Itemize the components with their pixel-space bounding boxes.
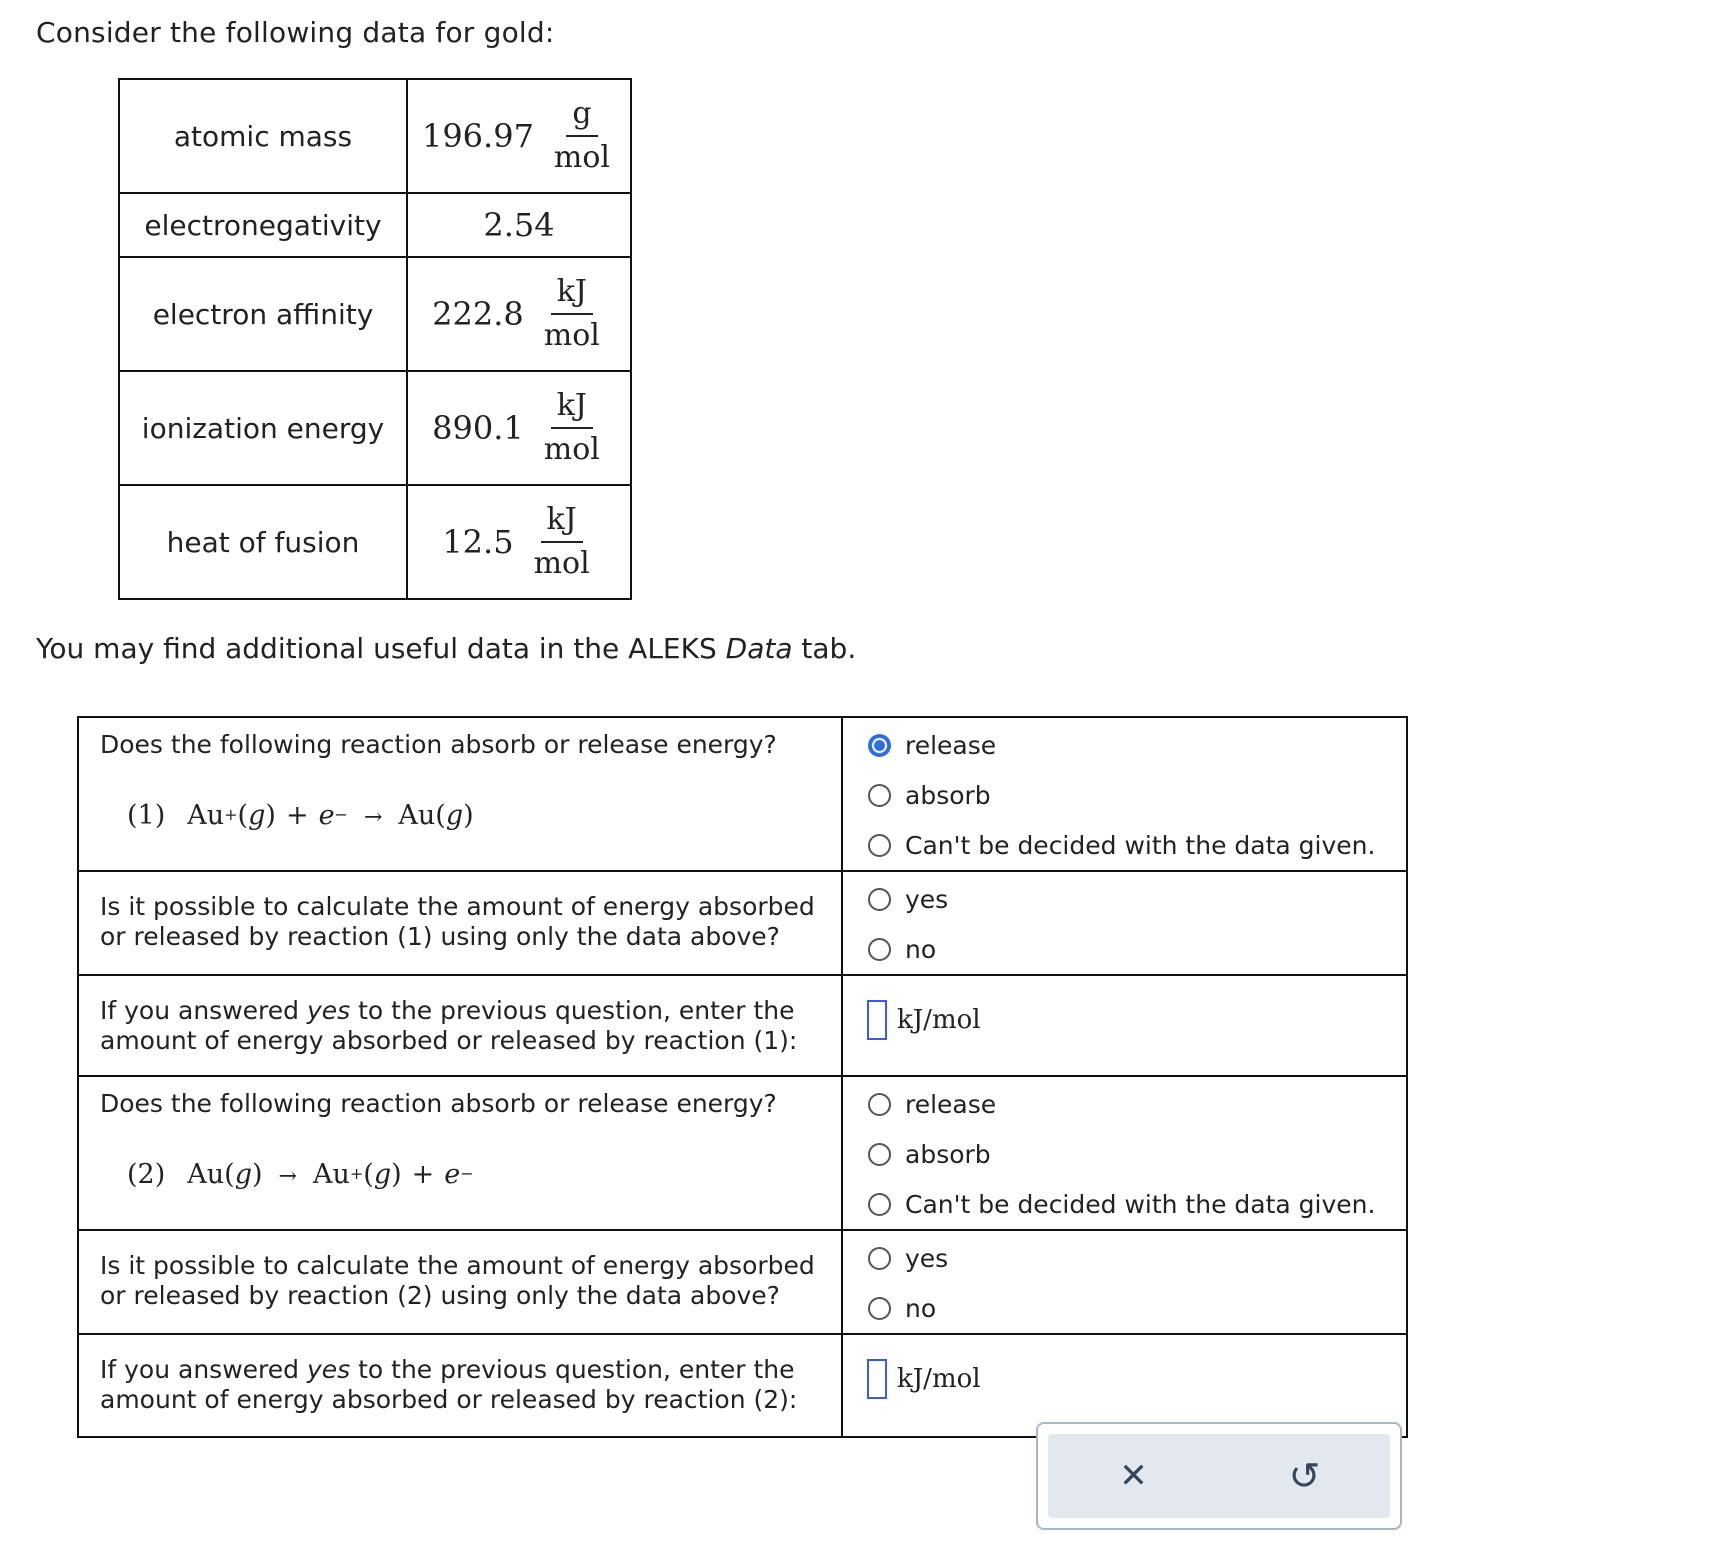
radio-button[interactable] [868, 1143, 891, 1166]
unit-numerator: g [566, 97, 597, 138]
energy-input-reaction-2[interactable] [867, 1359, 887, 1399]
option-yes[interactable]: yes [843, 874, 1406, 924]
unit-numerator: kJ [551, 275, 593, 316]
question-text: Is it possible to calculate the amount of energy absorbed or released by reaction (1) using only the data above? [100, 892, 815, 951]
label-electronegativity: electronegativity [119, 193, 407, 257]
option-cant-decide[interactable]: Can't be decided with the data given. [843, 1179, 1406, 1229]
option-no[interactable]: no [843, 1283, 1406, 1333]
question-row-5 [78, 1230, 1407, 1334]
radio-button[interactable] [868, 1193, 891, 1216]
label-ionization-energy: ionization energy [119, 371, 407, 485]
unit-denominator: mol [543, 432, 600, 467]
reaction-arrow: → [278, 1164, 297, 1189]
unit-denominator: mol [533, 546, 590, 581]
option-absorb[interactable]: absorb [843, 770, 1406, 820]
reaction-1-equation: (1) Au + ( g ) + e − → Au ( g ) [127, 800, 474, 831]
row-ionization-energy [119, 371, 631, 485]
data-tab-name: Data [725, 632, 793, 665]
radio-button[interactable] [868, 1247, 891, 1270]
radio-button[interactable] [868, 834, 891, 857]
intro-text: Consider the following data for gold: [36, 16, 555, 49]
option-no[interactable]: no [843, 924, 1406, 974]
radio-button[interactable] [868, 784, 891, 807]
label-atomic-mass: atomic mass [119, 79, 407, 193]
reaction-arrow: → [363, 805, 383, 830]
row-heat-of-fusion [119, 485, 631, 599]
value-atomic-mass: 196.97 [421, 117, 534, 155]
row-electron-affinity [119, 257, 631, 371]
radio-button[interactable] [868, 888, 891, 911]
option-absorb[interactable]: absorb [843, 1129, 1406, 1179]
unit-denominator: mol [553, 140, 611, 175]
value-electron-affinity: 222.8 [432, 295, 524, 333]
question-row-2 [78, 871, 1407, 975]
unit-fraction [538, 389, 606, 468]
option-release[interactable]: release [843, 1079, 1406, 1129]
equation-number: (1) [127, 800, 166, 831]
value-heat-of-fusion: 12.5 [442, 523, 514, 561]
gold-data-table [118, 78, 632, 600]
undo-icon: ↺ [1288, 1454, 1321, 1498]
value-electronegativity: 2.54 [483, 206, 555, 244]
option-release[interactable]: release [843, 720, 1406, 770]
option-cant-decide[interactable]: Can't be decided with the data given. [843, 820, 1406, 870]
undo-button[interactable] [1275, 1446, 1335, 1506]
question-text: Is it possible to calculate the amount of energy absorbed or released by reaction (2) using only the data above? [100, 1251, 815, 1310]
value-ionization-energy: 890.1 [432, 409, 524, 447]
question-row-4 [78, 1076, 1407, 1230]
question-text: Does the following reaction absorb or release energy? [100, 1089, 777, 1118]
question-row-3 [78, 975, 1407, 1076]
option-yes[interactable]: yes [843, 1233, 1406, 1283]
unit-denominator: mol [543, 318, 600, 353]
label-heat-of-fusion: heat of fusion [119, 485, 407, 599]
radio-button[interactable] [868, 938, 891, 961]
question-text: If you answered yes to the previous question, enter the amount of energy absorbed or released by reaction (2): [100, 1355, 798, 1414]
unit-numerator: kJ [551, 389, 593, 430]
unit-fraction [538, 275, 606, 354]
radio-button-selected[interactable] [868, 734, 891, 757]
row-atomic-mass [119, 79, 631, 193]
equation-number: (2) [127, 1159, 166, 1190]
question-text: Does the following reaction absorb or release energy? [100, 730, 777, 759]
clear-button[interactable] [1104, 1446, 1164, 1506]
unit-label: kJ/mol [897, 1364, 981, 1394]
data-tab-note: You may find additional useful data in the ALEKS Data tab. [36, 632, 857, 665]
question-row-1 [78, 717, 1407, 871]
row-electronegativity [119, 193, 631, 257]
reaction-2-equation: (2) Au ( g ) → Au + ( g ) + e − [127, 1159, 474, 1190]
action-bar [1036, 1422, 1402, 1530]
unit-fraction [528, 503, 596, 582]
energy-input-reaction-1[interactable] [867, 1000, 887, 1040]
questions-table [77, 716, 1408, 1438]
radio-button[interactable] [868, 1297, 891, 1320]
question-text: If you answered yes to the previous question, enter the amount of energy absorbed or released by reaction (1): [100, 996, 798, 1055]
close-icon: ✕ [1119, 1456, 1148, 1496]
radio-button[interactable] [868, 1093, 891, 1116]
label-electron-affinity: electron affinity [119, 257, 407, 371]
unit-label: kJ/mol [897, 1005, 981, 1035]
unit-numerator: kJ [541, 503, 583, 544]
unit-fraction [548, 97, 616, 176]
